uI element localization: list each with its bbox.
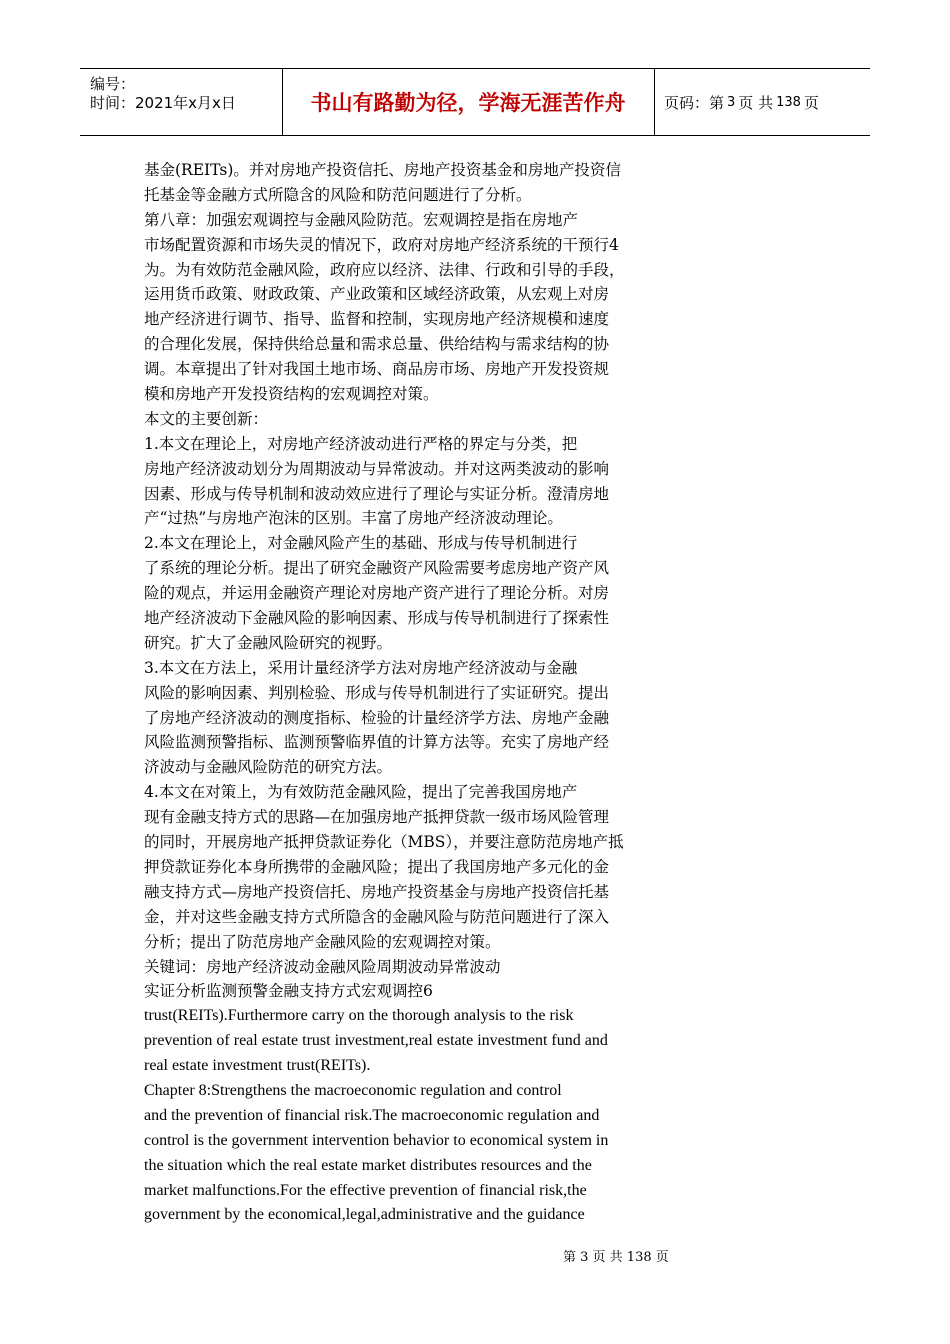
text-line: 3.本文在方法上，采用计量经济学方法对房地产经济波动与金融	[144, 658, 578, 677]
text-line: 调。本章提出了针对我国土地市场、商品房市场、房地产开发投资规	[144, 360, 610, 379]
page-prefix: 页码：第	[664, 93, 725, 112]
text-line: 融支持方式—房地产投资信托、房地产投资基金与房地产投资信托基	[144, 882, 610, 901]
text-line: 因素、形成与传导机制和波动效应进行了理论与实证分析。澄清房地	[144, 484, 610, 503]
text-line: 2.本文在理论上，对金融风险产生的基础、形成与传导机制进行	[144, 534, 578, 553]
text-line: 市场配置资源和市场失灵的情况下，政府对房地产经济系统的干预行4	[144, 235, 619, 254]
code-label: 编号：	[90, 75, 136, 93]
english-text-line: real estate investment trust(REITs).	[144, 1057, 371, 1075]
page-mid: 页 共	[738, 93, 774, 112]
text-line: 关键词：房地产经济波动金融风险周期波动异常波动	[144, 957, 501, 976]
text-line: 为。为有效防范金融风险，政府应以经济、法律、行政和引导的手段，	[144, 260, 625, 279]
text-line: 险的观点，并运用金融资产理论对房地产资产进行了理论分析。对房	[144, 584, 610, 603]
text-line: 现有金融支持方式的思路—在加强房地产抵押贷款一级市场风险管理	[144, 808, 610, 827]
text-line: 风险监测预警指标、监测预警临界值的计算方法等。充实了房地产经	[144, 733, 610, 752]
english-text-line: Chapter 8:Strengthens the macroeconomic regulation and control	[144, 1081, 562, 1099]
header-motto: 书山有路勤为径，学海无涯苦作舟	[282, 69, 655, 135]
text-line: 的合理化发展，保持供给总量和需求总量、供给结构与需求结构的协	[144, 335, 610, 354]
text-line: 实证分析监测预警金融支持方式宏观调控6	[144, 982, 433, 1001]
text-line: 地产经济进行调节、指导、监督和控制，实现房地产经济规模和速度	[144, 310, 610, 329]
text-line: 的同时，开展房地产抵押贷款证券化（MBS），并要注意防范房地产抵	[144, 833, 624, 852]
english-text-line: prevention of real estate trust investment,real estate investment fund and	[144, 1032, 608, 1050]
header-info-cell	[80, 69, 283, 135]
text-line: 金，并对这些金融支持方式所隐含的金融风险与防范问题进行了深入	[144, 907, 610, 926]
text-line: 基金(REITs)。并对房地产投资信托、房地产投资基金和房地产投资信	[144, 161, 621, 179]
page-header	[80, 68, 870, 136]
header-page-number	[654, 69, 870, 135]
page-current: 3	[727, 94, 736, 110]
text-line: 产“过热”与房地产泡沫的区别。丰富了房地产经济波动理论。	[144, 509, 563, 528]
text-line: 托基金等金融方式所隐含的风险和防范问题进行了分析。	[144, 185, 532, 204]
footer-page-number: 第 3 页 共 138 页	[563, 1250, 669, 1265]
text-line: 模和房地产开发投资结构的宏观调控对策。	[144, 385, 439, 404]
text-line: 运用货币政策、财政政策、产业政策和区域经济政策，从宏观上对房	[144, 285, 610, 304]
text-line: 本文的主要创新：	[144, 409, 269, 428]
text-line: 分析；提出了防范房地产金融风险的宏观调控对策。	[144, 932, 501, 951]
english-text-line: market malfunctions.For the effective prevention of financial risk,the	[144, 1181, 587, 1199]
text-line: 地产经济波动下金融风险的影响因素、形成与传导机制进行了探索性	[144, 609, 610, 628]
text-line: 济波动与金融风险防范的研究方法。	[144, 758, 393, 777]
text-line: 了系统的理论分析。提出了研究金融资产风险需要考虑房地产资产风	[144, 559, 610, 578]
english-text-line: trust(REITs).Furthermore carry on the thorough analysis to the risk	[144, 1007, 574, 1025]
page-total: 138	[776, 94, 801, 110]
english-text-line: and the prevention of financial risk.The macroeconomic regulation and	[144, 1106, 600, 1124]
text-line: 1.本文在理论上，对房地产经济波动进行严格的界定与分类，把	[144, 434, 578, 453]
text-line: 房地产经济波动划分为周期波动与异常波动。并对这两类波动的影响	[144, 459, 610, 478]
text-line: 4.本文在对策上，为有效防范金融风险，提出了完善我国房地产	[144, 783, 578, 802]
document-body	[144, 158, 684, 1228]
time-label: 时间：2021年x月x日	[90, 94, 236, 112]
text-line: 了房地产经济波动的测度指标、检验的计量经济学方法、房地产金融	[144, 708, 610, 727]
text-line: 研究。扩大了金融风险研究的视野。	[144, 633, 393, 652]
page-suffix: 页	[803, 93, 819, 112]
english-text-line: government by the economical,legal,administrative and the guidance	[144, 1206, 585, 1224]
text-line: 第八章：加强宏观调控与金融风险防范。宏观调控是指在房地产	[144, 210, 579, 229]
english-text-line: control is the government intervention behavior to economical system in	[144, 1131, 609, 1149]
text-line: 风险的影响因素、判别检验、形成与传导机制进行了实证研究。提出	[144, 683, 610, 702]
text-line: 押贷款证券化本身所携带的金融风险；提出了我国房地产多元化的金	[144, 857, 610, 876]
english-text-line: the situation which the real estate market distributes resources and the	[144, 1156, 592, 1174]
